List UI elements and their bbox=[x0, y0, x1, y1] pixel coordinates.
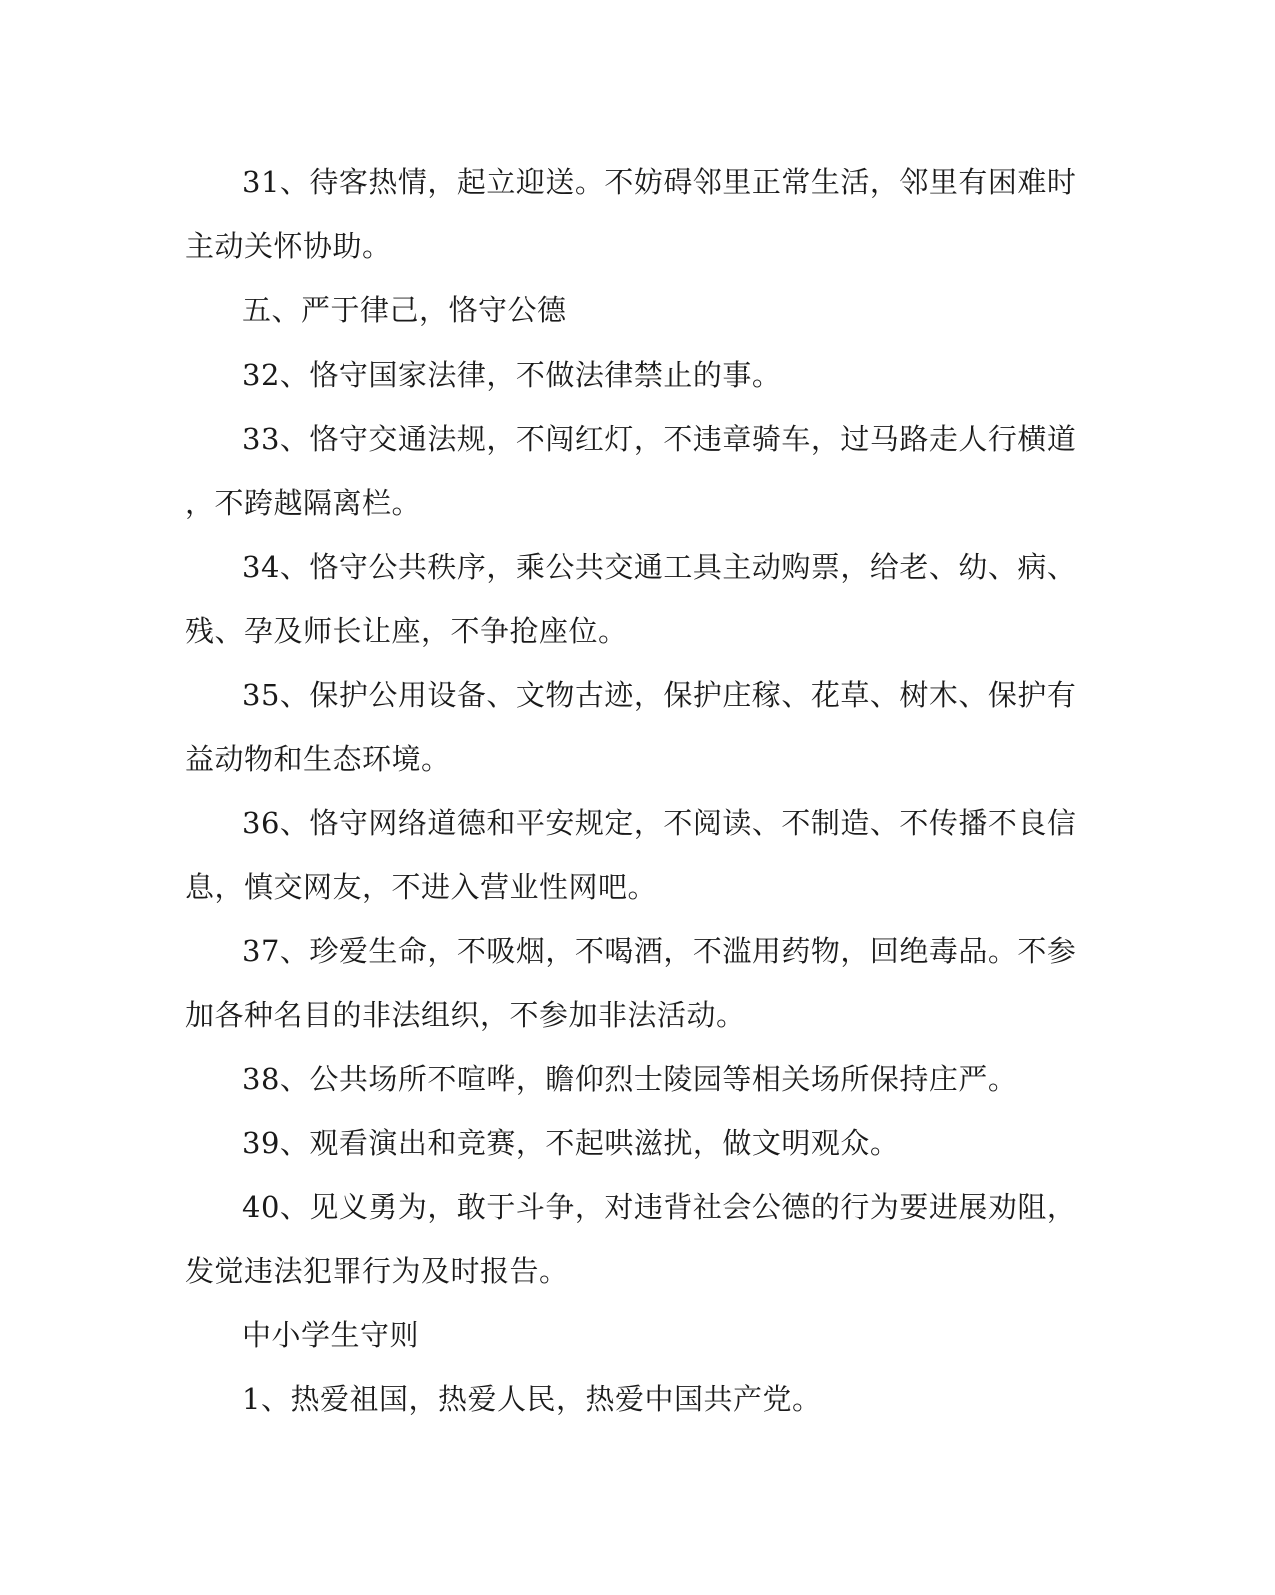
rule-38: 38、公共场所不喧哗，瞻仰烈士陵园等相关场所保持庄严。 bbox=[242, 1062, 1018, 1096]
rule-35-line-2: 益动物和生态环境。 bbox=[185, 742, 451, 776]
rule-32: 32、恪守国家法律，不做法律禁止的事。 bbox=[242, 358, 782, 392]
rule-40-line-1: 40、见义勇为，敢于斗争，对违背社会公德的行为要进展劝阻， bbox=[242, 1190, 1077, 1224]
rule-36-line-1: 36、恪守网络道德和平安规定，不阅读、不制造、不传播不良信 bbox=[242, 806, 1077, 840]
section-heading-5: 五、严于律己，恪守公德 bbox=[242, 293, 567, 327]
rule-39: 39、观看演出和竞赛，不起哄滋扰，做文明观众。 bbox=[242, 1126, 900, 1160]
rule-33-line-1: 33、恪守交通法规，不闯红灯，不违章骑车，过马路走人行横道 bbox=[242, 422, 1077, 456]
rule-33-line-2: ，不跨越隔离栏。 bbox=[185, 486, 422, 520]
code-rule-1: 1、热爱祖国，热爱人民，热爱中国共产党。 bbox=[242, 1382, 822, 1416]
rule-35-line-1: 35、保护公用设备、文物古迹，保护庄稼、花草、树木、保护有 bbox=[242, 678, 1077, 712]
rule-34-line-1: 34、恪守公共秩序，乘公共交通工具主动购票，给老、幼、病、 bbox=[242, 550, 1077, 584]
rule-40-line-2: 发觉违法犯罪行为及时报告。 bbox=[185, 1254, 569, 1288]
rule-34-line-2: 残、孕及师长让座，不争抢座位。 bbox=[185, 614, 628, 648]
rule-31-line-2: 主动关怀协助。 bbox=[185, 229, 392, 263]
rule-37-line-2: 加各种名目的非法组织，不参加非法活动。 bbox=[185, 998, 746, 1032]
rule-36-line-2: 息，慎交网友，不进入营业性网吧。 bbox=[185, 870, 658, 904]
rule-31-line-1: 31、待客热情，起立迎送。不妨碍邻里正常生活，邻里有困难时 bbox=[242, 165, 1077, 199]
rule-37-line-1: 37、珍爱生命，不吸烟，不喝酒，不滥用药物，回绝毒品。不参 bbox=[242, 934, 1077, 968]
section-heading-student-code: 中小学生守则 bbox=[242, 1318, 420, 1352]
